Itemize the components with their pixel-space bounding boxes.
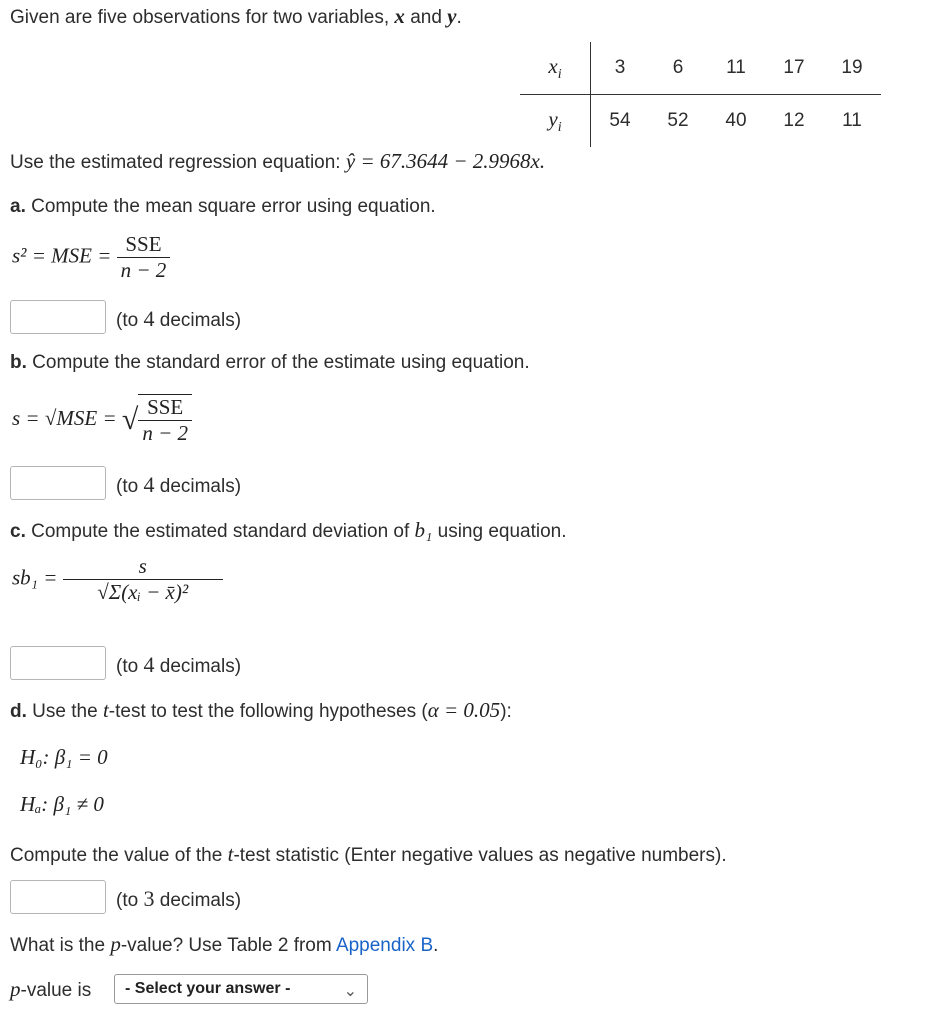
part-d-letter: d. [10, 701, 27, 722]
t-stat-pre: Compute the value of the [10, 845, 223, 866]
y-label: y [548, 106, 558, 131]
observations-table [520, 42, 881, 147]
x-row-label [520, 42, 591, 95]
part-b-letter: b. [10, 352, 27, 373]
p-question-pre: What is the [10, 935, 106, 956]
part-c-lhs: sb₁ = [12, 565, 58, 590]
x-value-1: 3 [614, 57, 626, 78]
part-a-denominator: n − 2 [117, 257, 171, 283]
x-value-2: 6 [672, 57, 684, 78]
chevron-down-icon: ⌄ [343, 983, 357, 1000]
y-row-label [520, 95, 591, 148]
t-stat-prompt [10, 842, 727, 867]
alt-hypothesis: Hₐ: β₁ ≠ 0 [20, 792, 104, 816]
regression-text: Use the estimated regression equation: [10, 152, 341, 173]
part-b-text: Compute the standard error of the estimate using equation. [32, 352, 530, 373]
p-value-p: p [10, 977, 21, 1001]
var-x: x [394, 4, 405, 28]
part-a-numerator: SSE [125, 232, 162, 256]
y-row [520, 95, 881, 148]
y-value-1: 54 [591, 95, 650, 148]
part-c-text-post: using equation. [437, 521, 567, 542]
part-d-note-post: decimals) [159, 890, 242, 911]
part-d-note-num: 3 [143, 886, 155, 911]
part-d-close: ): [500, 701, 512, 722]
x-value-4: 17 [783, 57, 805, 78]
t-stat-t: t [227, 842, 234, 866]
part-c-prompt [10, 518, 567, 543]
part-c-fraction [63, 554, 223, 605]
std-error-answer-input[interactable] [10, 466, 106, 500]
part-d-t: t [102, 698, 109, 722]
part-d-prompt [10, 698, 512, 723]
p-question-post: -value? Use Table 2 from [120, 935, 332, 956]
appendix-b-link[interactable]: Appendix B [335, 935, 434, 956]
y-value-3: 40 [707, 95, 765, 148]
part-a-lhs: s² = MSE = [12, 243, 112, 268]
t-stat-post: -test statistic (Enter negative values as negative numbers). [233, 845, 727, 866]
y-value-4: 12 [765, 95, 823, 148]
sqrt-icon: √ [121, 403, 139, 436]
part-a-letter: a. [10, 196, 26, 217]
x-sub: i [557, 66, 562, 82]
part-b-numerator: SSE [147, 395, 184, 419]
part-c-note [116, 652, 241, 678]
p-value-select[interactable] [114, 974, 368, 1004]
part-b-denominator: n − 2 [138, 420, 192, 446]
part-c-note-pre: (to [116, 656, 139, 677]
part-c-text-pre: Compute the estimated standard deviation of [31, 521, 410, 542]
intro-and: and [410, 7, 442, 28]
part-a-note-num: 4 [143, 306, 155, 331]
part-d-text-pre: Use the [32, 701, 98, 722]
part-b-fraction [138, 394, 192, 446]
part-b-lhs: s = √MSE = [12, 405, 117, 430]
intro-text [10, 4, 462, 29]
part-a-text: Compute the mean square error using equation. [31, 196, 436, 217]
y-sub: i [557, 119, 562, 135]
y-value-2: 52 [649, 95, 707, 148]
part-c-letter: c. [10, 521, 26, 542]
part-d-note [116, 886, 241, 912]
x-value-3: 11 [726, 57, 746, 78]
p-question-p: p [110, 932, 121, 956]
part-b-formula [12, 394, 192, 446]
part-a-formula [12, 232, 170, 283]
regression-line [10, 149, 545, 174]
part-c-note-num: 4 [143, 652, 155, 677]
part-a-note-pre: (to [116, 310, 139, 331]
part-b-note-num: 4 [143, 472, 155, 497]
intro-sentence: Given are five observations for two variables, [10, 7, 390, 28]
regression-equation: ŷ = 67.3644 − 2.9968x. [345, 149, 546, 173]
p-value-question [10, 932, 438, 957]
part-c-denominator: √Σ(xᵢ − x̄)² [63, 579, 223, 605]
p-value-label [10, 977, 91, 1002]
part-b-prompt [10, 352, 530, 374]
part-b-note [116, 472, 241, 498]
null-hypothesis: H₀: β₁ = 0 [20, 745, 108, 769]
part-c-note-post: decimals) [159, 656, 242, 677]
part-c-formula [12, 554, 223, 605]
part-b-note-pre: (to [116, 476, 139, 497]
part-a-prompt [10, 196, 436, 218]
p-value-select-label: - Select your answer - [125, 980, 291, 997]
sb1-answer-input[interactable] [10, 646, 106, 680]
part-d-note-pre: (to [116, 890, 139, 911]
part-a-note-post: decimals) [159, 310, 242, 331]
part-d-alpha: α = 0.05 [427, 698, 501, 722]
var-y: y [447, 4, 457, 28]
intro-end: . [456, 7, 462, 28]
p-question-end: . [433, 935, 439, 956]
mse-answer-input[interactable] [10, 300, 106, 334]
part-d-text-post: -test to test the following hypotheses ( [108, 701, 428, 722]
x-row [520, 42, 881, 95]
x-value-5: 19 [841, 57, 863, 78]
t-stat-answer-input[interactable] [10, 880, 106, 914]
x-label: x [548, 53, 558, 78]
part-a-note [116, 306, 241, 332]
part-c-numerator: s [138, 554, 147, 578]
part-b-note-post: decimals) [159, 476, 242, 497]
part-a-fraction [117, 232, 171, 283]
part-c-symbol: b₁ [414, 518, 433, 542]
y-value-5: 11 [823, 95, 881, 148]
p-value-text: -value is [20, 980, 92, 1001]
